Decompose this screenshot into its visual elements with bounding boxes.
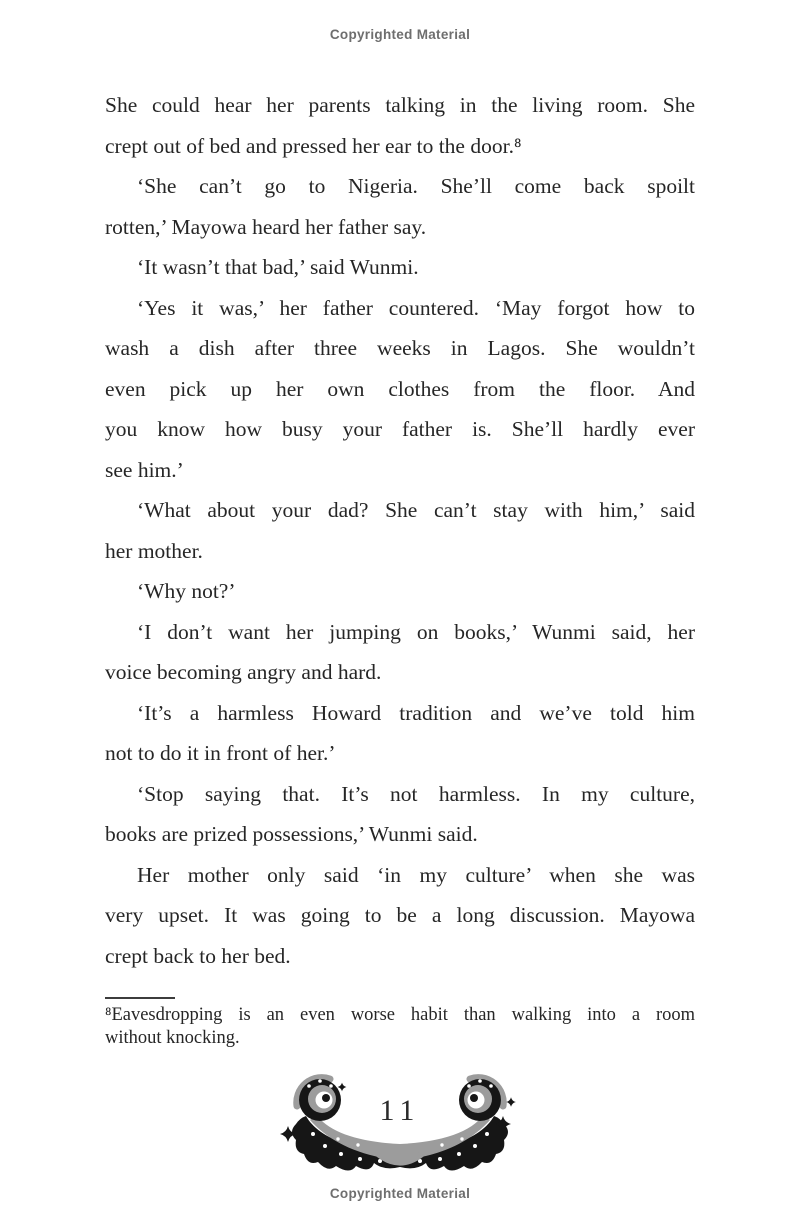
footnote-line: without knocking. xyxy=(105,1028,240,1048)
paragraph xyxy=(105,693,695,774)
text-line: books are prized possessions,’ Wunmi said. xyxy=(105,822,478,846)
text-line: voice becoming angry and hard. xyxy=(105,660,382,684)
text-line: ‘It’s a harmless Howard tradition and we’ve told him xyxy=(137,700,695,725)
paragraph xyxy=(105,571,695,612)
paragraph xyxy=(105,85,695,166)
page-ornament xyxy=(280,1074,520,1176)
paragraph xyxy=(105,774,695,855)
paragraph xyxy=(105,490,695,571)
paragraph xyxy=(105,612,695,693)
text-line: crept back to her bed. xyxy=(105,943,291,968)
text-line: ‘Yes it was,’ her father countered. ‘May forgot how to xyxy=(137,295,695,320)
page-number: 11 xyxy=(379,1094,421,1127)
text-line: She could hear her parents talking in the living room. She xyxy=(105,93,695,117)
paragraph xyxy=(105,166,695,247)
text-line: ‘It wasn’t that bad,’ said Wunmi. xyxy=(137,255,419,279)
sparkle-icon xyxy=(338,1083,347,1092)
text-line: crept out of bed and pressed her ear to the door.⁸ xyxy=(105,133,522,158)
copyright-notice-top: Copyrighted Material xyxy=(329,27,471,42)
footnote-line: ⁸Eavesdropping is an even worse habit than walking into a room xyxy=(105,1005,695,1025)
text-line: wash a dish after three weeks in Lagos. She wouldn’t xyxy=(105,336,695,360)
text-line: not to do it in front of her.’ xyxy=(105,741,336,765)
page-text xyxy=(105,85,695,976)
text-line: you know how busy your father is. She’ll hardly ever xyxy=(105,417,695,441)
text-line: ‘What about your dad? She can’t stay with him,’ said xyxy=(137,498,695,522)
text-line: rotten,’ Mayowa heard her father say. xyxy=(105,214,427,239)
text-line: ‘She can’t go to Nigeria. She’ll come back spoilt xyxy=(137,174,695,198)
text-line: ‘I don’t want her jumping on books,’ Wunmi said, her xyxy=(137,619,695,644)
text-line: very upset. It was going to be a long discussion. Mayowa xyxy=(105,903,695,927)
paragraph xyxy=(105,855,695,977)
paragraph xyxy=(105,288,695,491)
text-line: her mother. xyxy=(105,538,203,563)
text-line: even pick up her own clothes from the floor. And xyxy=(105,376,695,401)
footnote-rule xyxy=(105,997,175,999)
text-line: ‘Stop saying that. It’s not harmless. In my culture, xyxy=(137,781,695,806)
text-line: ‘Why not?’ xyxy=(137,579,236,603)
paragraph xyxy=(105,247,695,288)
copyright-notice-bottom: Copyrighted Material xyxy=(329,1186,471,1201)
text-line: see him.’ xyxy=(105,457,184,482)
footnote-text xyxy=(105,1004,695,1050)
footnote xyxy=(105,997,695,1050)
text-line: Her mother only said ‘in my culture’ when she was xyxy=(137,862,695,887)
